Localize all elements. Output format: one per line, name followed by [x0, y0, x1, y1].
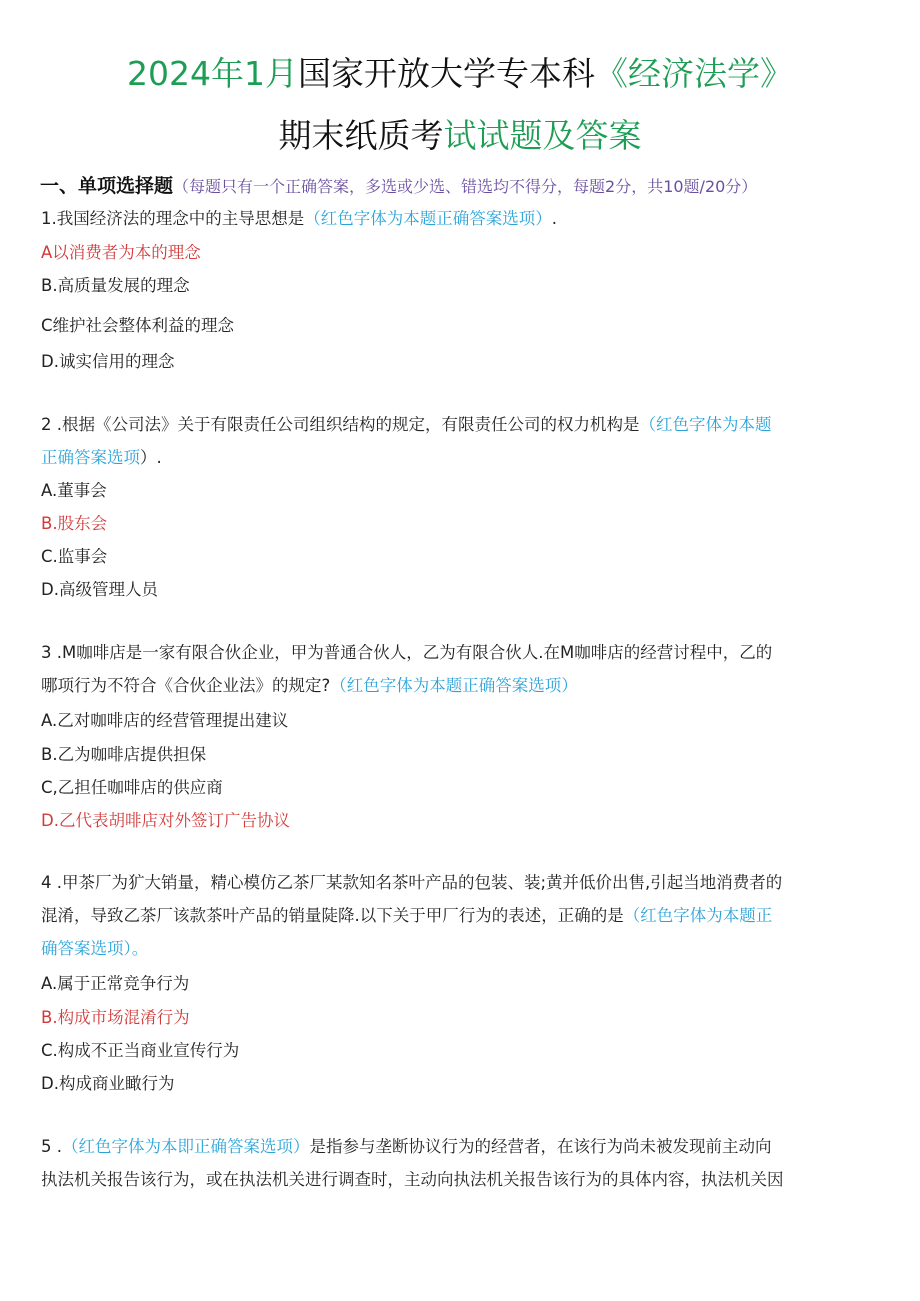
question-2-hint-a: （红色字体为本题	[639, 415, 772, 434]
question-4-hint-a: （红色字体为本题正	[623, 906, 773, 925]
question-2-stem	[41, 413, 772, 437]
question-5-text-a: 是指参与垄断协议行为的经营者，在该行为尚未被发现前主动向	[309, 1137, 772, 1156]
question-1-stem	[41, 207, 557, 231]
question-5-hint: （红色字体为本即正确答案选项）	[62, 1137, 310, 1156]
question-1-option-c: C维护社会整体利益的理念	[41, 316, 235, 335]
question-2-option-a: A.董事会	[41, 481, 107, 500]
question-4-stem: 4 .甲茶厂为犷大销量，精心模仿乙茶厂某款知名茶叶产品的包装、装;黄并低价出售,引起当地消费者的	[41, 873, 783, 892]
question-4-text-b: 混淆，导致乙茶厂该款茶叶产品的销量陡降.以下关于甲厂行为的表述，正确的是	[41, 906, 624, 925]
section-title: 一、单项选择题	[40, 175, 174, 197]
question-2-option-b: B.股东会	[41, 514, 108, 533]
section-note: （每题只有一个正确答案，多选或少选、错选均不得分，每题2分，共10题/20分）	[173, 177, 758, 196]
question-4-hint-b: 确答案选项）	[41, 939, 132, 958]
question-3-option-b: B.乙为咖啡店提供担保	[41, 745, 207, 764]
question-1-text: 1.我国经济法的理念中的主导思想是	[41, 209, 305, 228]
question-2-end: ）.	[140, 448, 162, 467]
question-2-hint-b: 正确答案选项	[41, 448, 140, 467]
question-4-option-a: A.属于正常竞争行为	[41, 974, 190, 993]
title-exam-type: 期末纸质考	[278, 116, 444, 155]
question-4-option-c: C.构成不正当商业宣传行为	[41, 1041, 240, 1060]
title-line-2	[0, 112, 920, 160]
question-1-hint: （红色字体为本题正确答案选项）	[304, 209, 552, 228]
question-4-option-d: D.构成商业瞰行为	[41, 1074, 175, 1093]
question-1-option-d: D.诚实信用的理念	[41, 352, 175, 371]
title-course: 《经济法学》	[594, 54, 793, 93]
question-2-stem-cont	[41, 446, 162, 470]
question-3-stem: 3 .M咖啡店是一家有限合伙企业，甲为普通合伙人，乙为有限合伙人.在M咖啡店的经营讨程中，乙的	[41, 643, 773, 662]
question-4-option-b: B.构成市场混淆行为	[41, 1008, 190, 1027]
title-year: 2024年1月	[127, 54, 298, 93]
question-3-text-b: 哪项行为不符合《合伙企业法》的规定?	[41, 676, 331, 695]
question-2-text: 2 .根据《公司法》关于有限责任公司组织结构的规定，有限责任公司的权力机构是	[41, 415, 640, 434]
question-5-stem	[41, 1135, 772, 1159]
title-line-1	[0, 50, 920, 98]
question-4-stem-cont	[41, 904, 772, 928]
question-3-stem-cont	[41, 674, 578, 698]
question-1-option-b: B.高质量发展的理念	[41, 276, 190, 295]
title-university: 国家开放大学专本科	[297, 54, 595, 93]
section-heading	[40, 173, 757, 200]
question-4-stem-cont2	[41, 937, 148, 961]
question-3-hint: （红色字体为本题正确答案选项）	[330, 676, 578, 695]
question-4-end: 。	[131, 939, 149, 958]
question-5-number: 5 .	[41, 1137, 62, 1156]
question-1-end: .	[551, 209, 557, 228]
title-exam-suffix: 试试题及答案	[443, 116, 642, 155]
question-5-stem-cont: 执法机关报告该行为，或在执法机关进行调查时，主动向执法机关报告该行为的具体内容，执法机关因	[41, 1170, 784, 1189]
question-3-option-d: D.乙代表胡啡店对外签订广告协议	[41, 811, 290, 830]
question-3-option-c: C,乙担任咖啡店的供应商	[41, 778, 223, 797]
question-2-option-d: D.高级管理人员	[41, 580, 158, 599]
question-1-option-a: A以消费者为本的理念	[41, 243, 201, 262]
question-3-option-a: A.乙对咖啡店的经营管理提出建议	[41, 711, 289, 730]
question-2-option-c: C.监事会	[41, 547, 108, 566]
